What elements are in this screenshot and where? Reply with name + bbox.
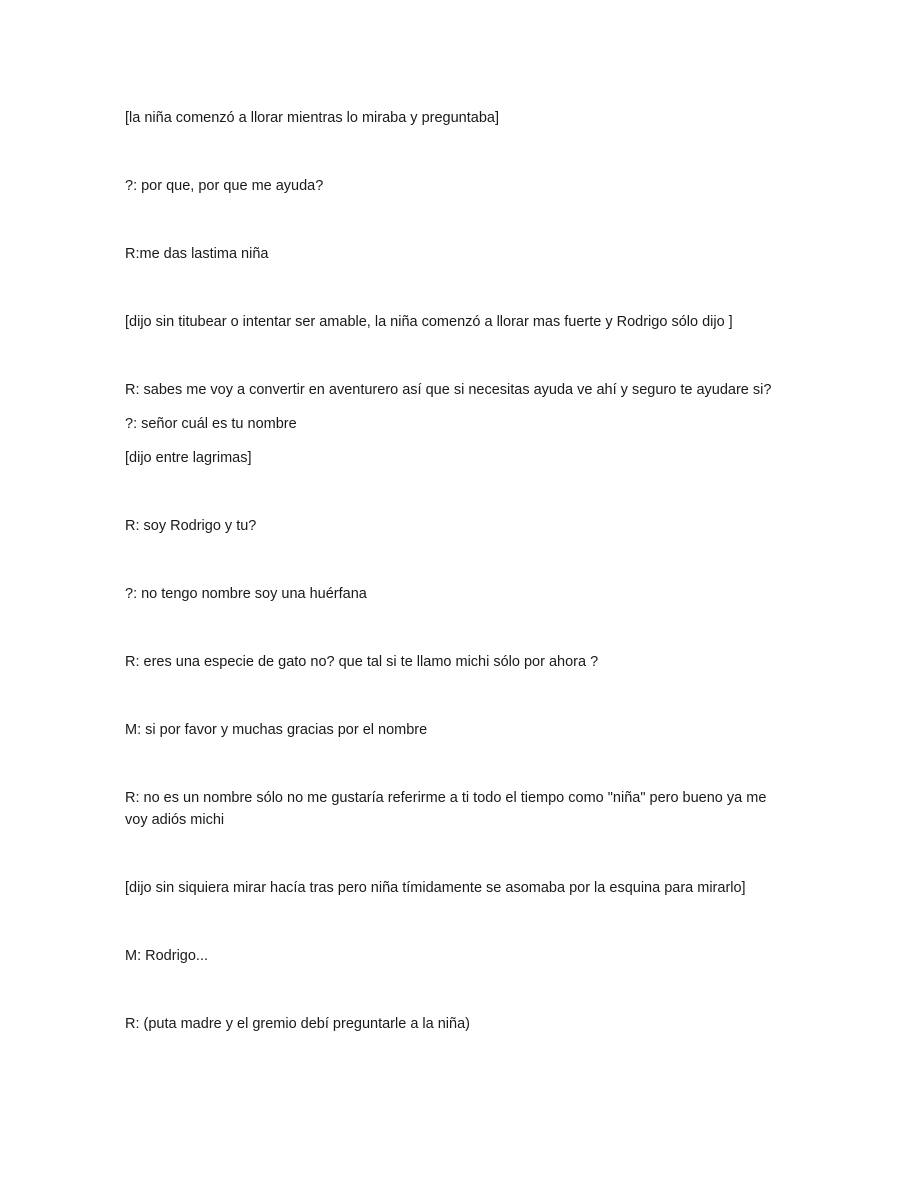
dialogue-line: R: no es un nombre sólo no me gustaría referirme a ti todo el tiempo como "niña" pero bueno ya me voy adiós michi	[125, 790, 767, 828]
narration-line: [dijo entre lagrimas]	[125, 450, 252, 466]
dialogue-line: ?: no tengo nombre soy una huérfana	[125, 586, 367, 602]
dialogue-line: M: Rodrigo...	[125, 948, 208, 964]
dialogue-line: R: soy Rodrigo y tu?	[125, 518, 257, 534]
dialogue-line: R: sabes me voy a convertir en aventurero así que si necesitas ayuda ve ahí y seguro te ayudare si?	[125, 382, 772, 398]
dialogue-line: R: eres una especie de gato no? que tal si te llamo michi sólo por ahora ?	[125, 654, 599, 670]
dialogue-line: M: si por favor y muchas gracias por el nombre	[125, 722, 428, 738]
dialogue-line: R:me das lastima niña	[125, 246, 269, 262]
dialogue-line: ?: señor cuál es tu nombre	[125, 416, 297, 432]
narration-line: [dijo sin titubear o intentar ser amable, la niña comenzó a llorar mas fuerte y Rodrigo sólo dijo ]	[125, 314, 733, 330]
narration-line: [dijo sin siquiera mirar hacía tras pero niña tímidamente se asomaba por la esquina para mirarlo]	[125, 880, 746, 896]
dialogue-line: ?: por que, por que me ayuda?	[125, 178, 324, 194]
dialogue-line: R: (puta madre y el gremio debí preguntarle a la niña)	[125, 1016, 470, 1032]
narration-line: [la niña comenzó a llorar mientras lo miraba y preguntaba]	[125, 110, 499, 126]
